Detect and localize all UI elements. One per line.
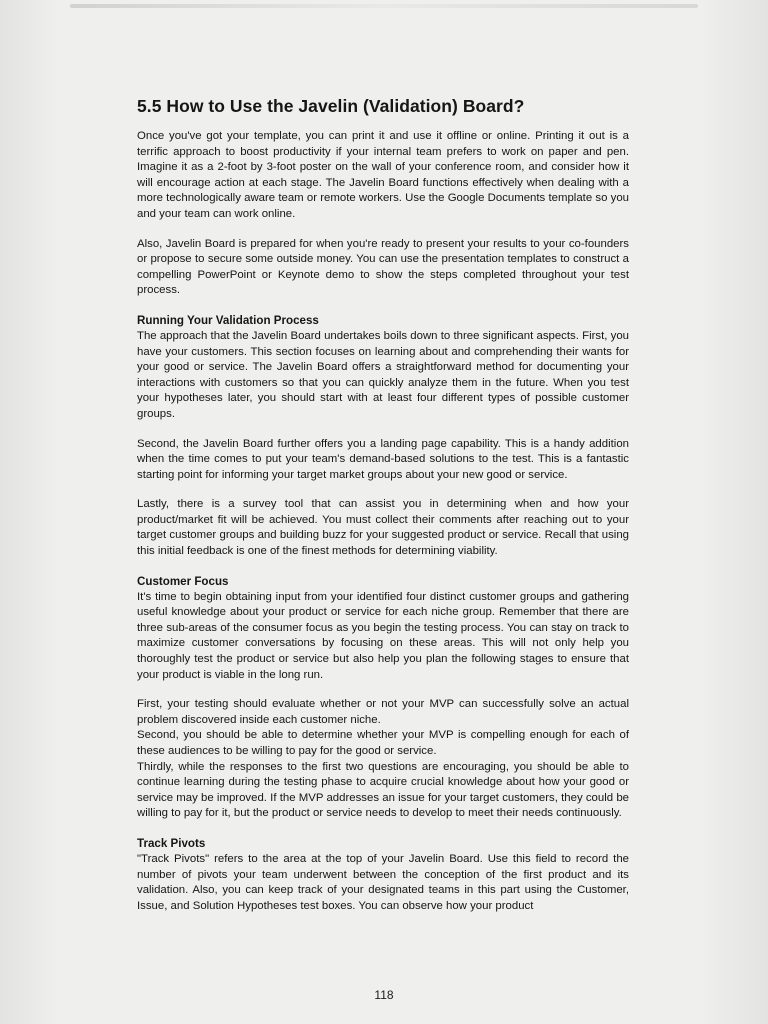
running-paragraph-3: Lastly, there is a survey tool that can assist you in determining when and how your product/market fit will be achieved. You must collect their comments after reaching out to your target customer groups and building buzz for your suggested product or service. Recall that using this initial feedback is one of the finest methods for determining viability.	[137, 498, 629, 558]
customer-focus-paragraph-4: Thirdly, while the responses to the first two questions are encouraging, you should be able to continue learning during the testing phase to acquire crucial knowledge about how your good or service may be improved. If the MVP addresses an issue for your target customers, they could be willing to pay for it, but the product or service needs to develop to meet their needs continuously.	[137, 760, 629, 820]
intro-paragraph-2: Also, Javelin Board is prepared for when you're ready to present your results to your co-founders or propose to secure some outside money. You can use the presentation templates to construct a compelling PowerPoint or Keynote demo to show the steps completed throughout your test process.	[137, 237, 629, 297]
customer-focus-paragraph-2: First, your testing should evaluate whether or not your MVP can successfully solve an actual problem discovered inside each customer niche.	[137, 698, 629, 726]
section-title: 5.5 How to Use the Javelin (Validation) Board?	[137, 96, 525, 116]
customer-focus-paragraph-3: Second, you should be able to determine whether your MVP is compelling enough for each of these audiences to be willing to pay for the good or service.	[137, 729, 629, 757]
running-paragraph-2: Second, the Javelin Board further offers you a landing page capability. This is a handy addition when the time comes to put your team's demand-based solutions to the test. This is a fantastic starting point for informing your target market groups about your new good or service.	[137, 437, 629, 481]
track-pivots-paragraph-1: "Track Pivots" refers to the area at the top of your Javelin Board. Use this field to record the number of pivots your team underwent between the conception of the first product and its validation. Also, you can keep track of your designated teams in this part using the Customer, Issue, and Solution Hypotheses test boxes. You can observe how your product	[137, 852, 629, 912]
running-paragraph-1: The approach that the Javelin Board undertakes boils down to three significant aspects. First, you have your customers. This section focuses on learning about and comprehending their wants for your good or service. The Javelin Board offers a straightforward method for documenting your interactions with customers so that you can quickly analyze them in the future. When you test your hypotheses later, you should start with at least four different types of possible customer groups.	[137, 329, 629, 420]
scan-edge-mark	[70, 4, 698, 8]
page-content	[137, 96, 629, 914]
track-pivots-heading: Track Pivots	[137, 836, 206, 850]
intro-paragraph-1: Once you've got your template, you can print it and use it offline or online. Printing it out is a terrific approach to boost productivity if your internal team prefers to work on paper and pen. Imagine it as a 2-foot by 3-foot poster on the wall of your conference room, and consider how it will encourage action at each stage. The Javelin Board functions effectively when dealing with a more technologically aware team or remote workers. Use the Google Documents template so you and your team can work online.	[137, 130, 629, 220]
customer-focus-paragraph-1: It's time to begin obtaining input from your identified four distinct customer groups and gathering useful knowledge about your product or service for each niche group. Remember that there are three sub-areas of the consumer focus as you begin the testing process. You can stay on track to maximize customer conversations by focusing on these areas. This will not only help you thoroughly test the product or service but also help you plan the following stages to ensure that your product is viable in the long run.	[137, 590, 629, 681]
running-validation-heading: Running Your Validation Process	[137, 313, 319, 327]
customer-focus-heading: Customer Focus	[137, 574, 229, 588]
page-number: 118	[374, 988, 394, 1002]
